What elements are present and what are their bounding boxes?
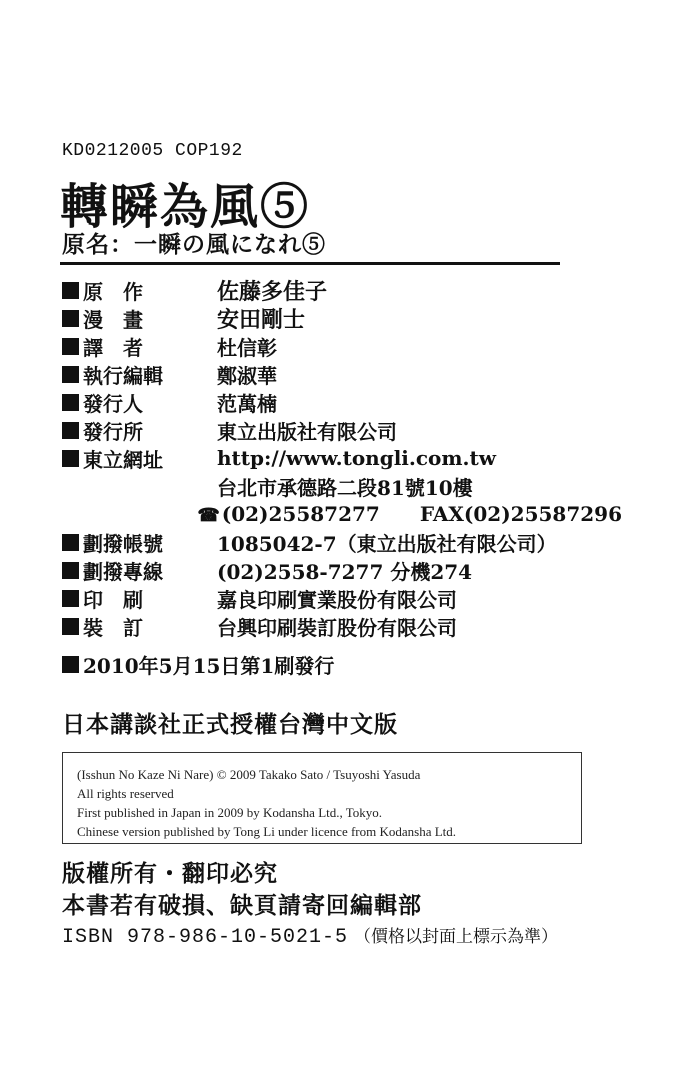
bullet-square-icon	[62, 338, 79, 355]
credit-value: 杜信彰	[217, 335, 277, 360]
credit-row-website	[62, 444, 622, 472]
credit-label: 原 作	[83, 279, 143, 304]
publish-date-line	[62, 650, 334, 679]
book-title: 轉瞬為風⑤	[60, 179, 311, 235]
credit-row-artist	[62, 304, 622, 332]
isbn-number: ISBN 978-986-10-5021-5	[62, 926, 349, 949]
original-title: 原名：一瞬の風になれ⑤	[62, 231, 326, 258]
credit-row-editor	[62, 360, 622, 388]
credit-value: (02)2558-7277 分機274	[217, 559, 473, 584]
publish-date: 2010年5月15日第1刷發行	[83, 654, 335, 678]
fax-number: FAX(02)25587296	[419, 502, 622, 526]
price-note: （價格以封面上標示為準）	[354, 927, 559, 947]
credit-label: 發行人	[83, 391, 143, 416]
credit-label: 劃撥專線	[83, 559, 163, 584]
bullet-square-icon	[62, 422, 79, 439]
credits-block	[62, 276, 622, 640]
credit-value: 1085042-7（東立出版社有限公司）	[217, 531, 557, 556]
phone-row	[62, 500, 622, 528]
copyright-line: First published in Japan in 2009 by Kodansha Ltd., Tokyo.	[77, 805, 383, 820]
bullet-square-icon	[62, 310, 79, 327]
credit-label: 裝 訂	[83, 615, 143, 640]
bullet-square-icon	[62, 534, 79, 551]
isbn-line	[62, 922, 558, 949]
website-link[interactable]: http://www.tongli.com.tw	[217, 446, 496, 470]
bullet-square-icon	[62, 656, 79, 673]
credit-label: 執行編輯	[83, 363, 163, 388]
title-rule	[60, 262, 560, 265]
credit-label: 發行所	[83, 419, 143, 444]
credit-value: 台興印刷裝訂股份有限公司	[217, 615, 457, 640]
telephone-icon: ☎	[197, 505, 220, 526]
phone-number: (02)25587277	[221, 502, 380, 526]
bullet-square-icon	[62, 366, 79, 383]
credit-row-translator	[62, 332, 622, 360]
license-statement: 日本講談社正式授權台灣中文版	[62, 711, 398, 738]
bullet-square-icon	[62, 394, 79, 411]
credit-label: 東立網址	[83, 447, 163, 472]
copyright-box	[62, 752, 582, 844]
credit-row-company	[62, 416, 622, 444]
address-text: 台北市承德路二段81號10樓	[217, 475, 473, 500]
credit-value: 佐藤多佳子	[217, 278, 328, 305]
credit-value: 范萬楠	[217, 391, 277, 416]
bullet-square-icon	[62, 618, 79, 635]
credit-label: 漫 畫	[83, 307, 143, 332]
catalog-code: KD0212005 COP192	[62, 141, 243, 161]
credit-row-printer	[62, 584, 622, 612]
damage-notice: 本書若有破損、缺頁請寄回編輯部	[62, 892, 422, 919]
bullet-square-icon	[62, 590, 79, 607]
credit-label: 劃撥帳號	[83, 531, 163, 556]
copyright-line: All rights reserved	[77, 786, 174, 801]
credit-value: 東立出版社有限公司	[217, 419, 397, 444]
credit-label: 印 刷	[83, 587, 143, 612]
bullet-square-icon	[62, 562, 79, 579]
copyright-line: (Isshun No Kaze Ni Nare) © 2009 Takako Sato / Tsuyoshi Yasuda	[77, 767, 421, 782]
credit-row-binder	[62, 612, 622, 640]
credit-value: 嘉良印刷實業股份有限公司	[217, 587, 457, 612]
credit-row-hotline	[62, 556, 622, 584]
rights-statement: 版權所有・翻印必究	[62, 860, 278, 887]
bullet-square-icon	[62, 450, 79, 467]
credit-value: 鄭淑華	[217, 363, 277, 388]
bullet-square-icon	[62, 282, 79, 299]
credit-row-publisher	[62, 388, 622, 416]
credit-row-author	[62, 276, 622, 304]
copyright-line: Chinese version published by Tong Li under licence from Kodansha Ltd.	[77, 824, 457, 839]
credit-label: 譯 者	[83, 335, 143, 360]
credit-row-account	[62, 528, 622, 556]
address-row	[62, 472, 622, 500]
credit-value: 安田剛士	[217, 306, 306, 333]
